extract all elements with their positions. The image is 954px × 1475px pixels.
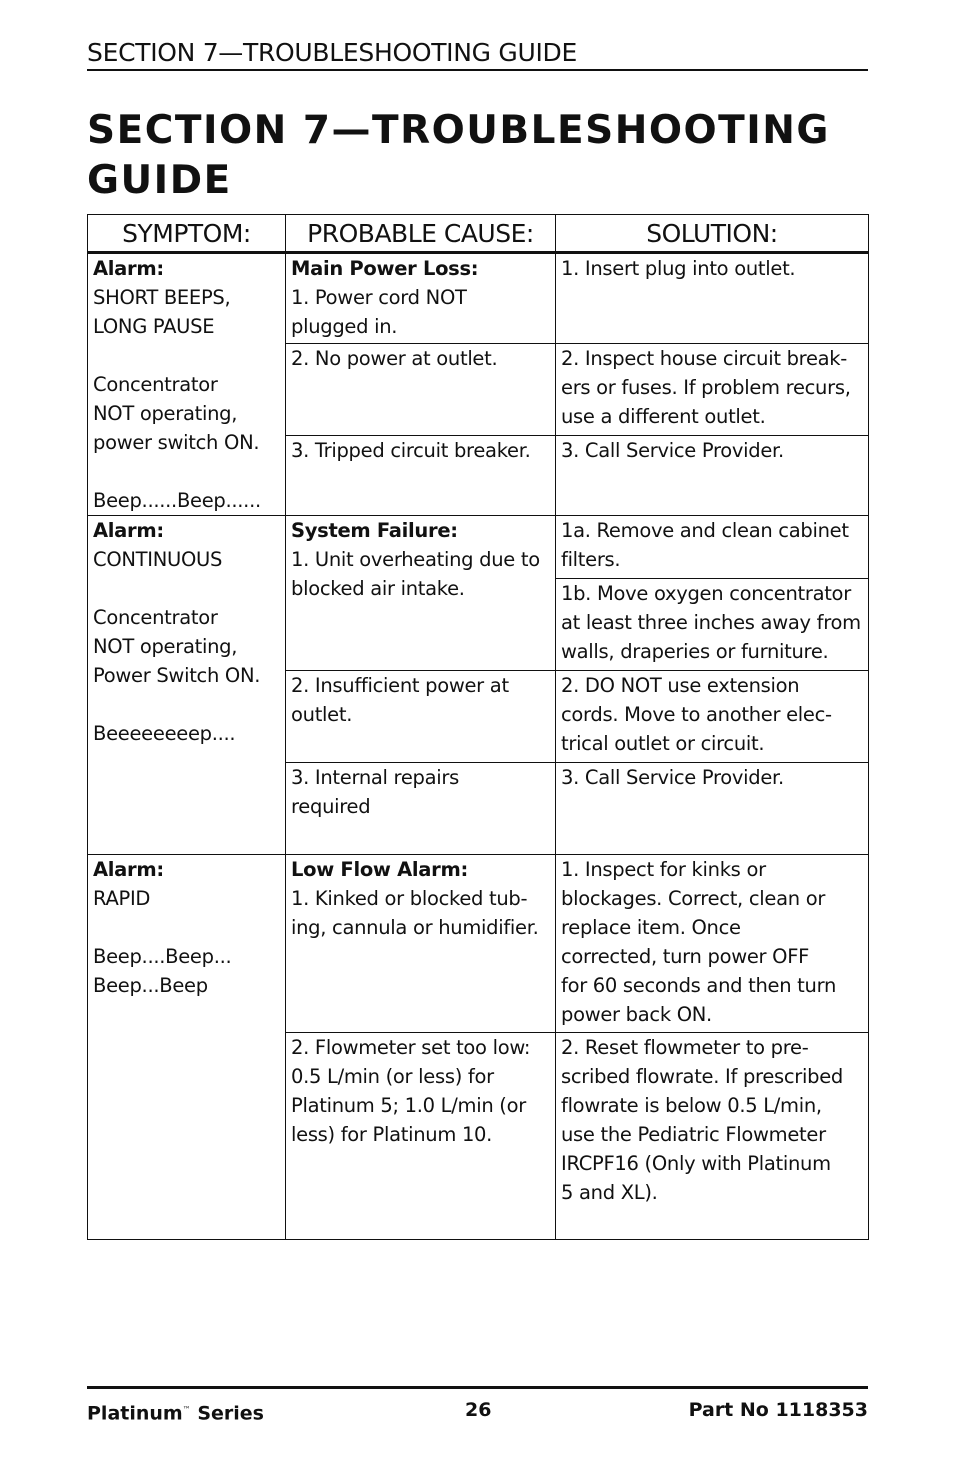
solution-header: SOLUTION: <box>556 215 869 253</box>
cause-cell <box>286 253 556 344</box>
symptom-label: Alarm: <box>93 257 164 280</box>
trademark-mark: ™ <box>182 1405 191 1414</box>
symptom-text: CONTINUOUS Concentrator NOT operating, Power Switch ON. Beeeeeeeep.... <box>93 548 261 745</box>
solution-cell: 3. Call Service Provider. <box>556 763 869 855</box>
symptom-header: SYMPTOM: <box>88 215 286 253</box>
part-number: Part No 1118353 <box>688 1399 868 1421</box>
cause-cell: 2. Flowmeter set too low: 0.5 L/min (or less) for Platinum 5; 1.0 L/min (or less) for Platinum 10. <box>286 1033 556 1240</box>
solution-cell: 1. Inspect for kinks or blockages. Correct, clean or replace item. Once corrected, turn power OFF for 60 seconds and then turn power back ON. <box>556 855 869 1033</box>
cause-cell: 2. No power at outlet. <box>286 344 556 436</box>
cause-cell <box>286 516 556 671</box>
table-row <box>88 855 869 1033</box>
cause-label: System Failure: <box>291 519 458 542</box>
cause-text: 1. Unit overheating due to blocked air intake. <box>291 548 540 600</box>
series-name: Series <box>190 1402 264 1425</box>
running-head: SECTION 7—TROUBLESHOOTING GUIDE <box>87 38 868 71</box>
solution-cell: 1a. Remove and clean cabinet filters. <box>556 516 869 579</box>
cause-text: 1. Power cord NOT plugged in. <box>291 286 467 338</box>
footer-rule <box>87 1386 868 1389</box>
page-footer <box>87 1396 868 1424</box>
cause-header: PROBABLE CAUSE: <box>286 215 556 253</box>
table-row <box>88 253 869 344</box>
solution-cell: 3. Call Service Provider. <box>556 436 869 516</box>
cause-text: 1. Kinked or blocked tub- ing, cannula or humidifier. <box>291 887 539 939</box>
symptom-text: RAPID Beep....Beep... Beep...Beep <box>93 887 232 997</box>
cause-label: Low Flow Alarm: <box>291 858 468 881</box>
cause-cell: 2. Insufficient power at outlet. <box>286 671 556 763</box>
solution-cell: 1b. Move oxygen concentrator at least three inches away from walls, draperies or furniture. <box>556 579 869 671</box>
page-title: SECTION 7—TROUBLESHOOTING GUIDE <box>87 108 830 203</box>
cause-cell: 3. Tripped circuit breaker. <box>286 436 556 516</box>
solution-cell: 2. Reset flowmeter to pre- scribed flowrate. If prescribed flowrate is below 0.5 L/min, use the Pediatric Flowmeter IRCPF16 (Only with Platinum 5 and XL). <box>556 1033 869 1240</box>
cause-cell: 3. Internal repairs required <box>286 763 556 855</box>
cause-cell <box>286 855 556 1033</box>
symptom-cell <box>88 253 286 516</box>
symptom-cell <box>88 855 286 1240</box>
table-row <box>88 516 869 579</box>
product-name: Platinum <box>87 1402 183 1425</box>
symptom-text: SHORT BEEPS, LONG PAUSE Concentrator NOT operating, power switch ON. Beep......Beep...... <box>93 286 261 512</box>
cause-label: Main Power Loss: <box>291 257 479 280</box>
footer-product <box>87 1396 264 1427</box>
solution-cell: 1. Insert plug into outlet. <box>556 253 869 344</box>
solution-cell: 2. Inspect house circuit break- ers or fuses. If problem recurs, use a different outlet. <box>556 344 869 436</box>
page-number: 26 <box>465 1399 492 1421</box>
table-header-row <box>88 215 869 253</box>
troubleshooting-table <box>87 214 869 1240</box>
symptom-label: Alarm: <box>93 519 164 542</box>
symptom-label: Alarm: <box>93 858 164 881</box>
symptom-cell <box>88 516 286 855</box>
solution-cell: 2. DO NOT use extension cords. Move to another elec- trical outlet or circuit. <box>556 671 869 763</box>
